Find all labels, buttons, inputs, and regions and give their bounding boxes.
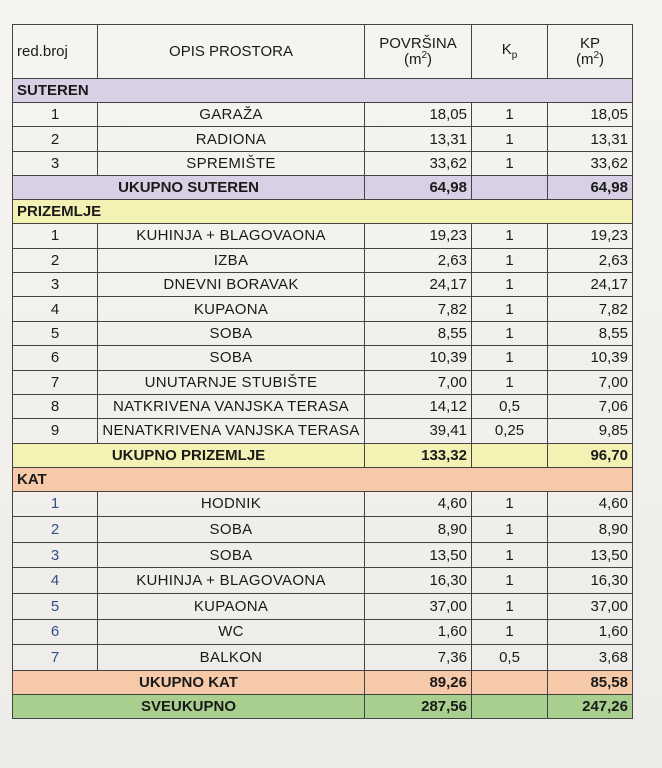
room-name: KUHINJA + BLAGOVAONA: [98, 568, 365, 594]
room-coefficient: 0,5: [472, 394, 548, 418]
total-label: UKUPNO PRIZEMLJE: [13, 443, 365, 467]
room-area: 7,36: [365, 645, 472, 671]
room-area: 1,60: [365, 619, 472, 645]
room-name: KUPAONA: [98, 594, 365, 620]
room-name: NATKRIVENA VANJSKA TERASA: [98, 394, 365, 418]
room-kp-area: 3,68: [548, 645, 633, 671]
room-coefficient: 1: [472, 619, 548, 645]
room-name: SOBA: [98, 346, 365, 370]
room-kp-area: 24,17: [548, 272, 633, 296]
room-kp-area: 1,60: [548, 619, 633, 645]
table-row: [13, 419, 633, 443]
total-kp-area: 96,70: [548, 443, 633, 467]
room-area: 2,63: [365, 248, 472, 272]
header-nr: red.broj: [13, 25, 98, 79]
room-area: 24,17: [365, 272, 472, 296]
table-row: [13, 645, 633, 671]
room-name: KUPAONA: [98, 297, 365, 321]
header-kp-area-unit: $(m^2)$: [575, 50, 605, 68]
room-name: NENATKRIVENA VANJSKA TERASA: [98, 419, 365, 443]
section-total-suteren: [13, 176, 633, 200]
section-header-kat: [13, 467, 633, 491]
total-kp-area: 85,58: [548, 670, 633, 694]
room-kp-area: 7,82: [548, 297, 633, 321]
table-row: [13, 542, 633, 568]
section-total-kat: [13, 670, 633, 694]
header-kp-area: [548, 25, 633, 79]
room-coefficient: 1: [472, 248, 548, 272]
total-label: UKUPNO SUTEREN: [13, 176, 365, 200]
table-row: [13, 594, 633, 620]
row-number: 4: [13, 297, 98, 321]
section-title: SUTEREN: [13, 79, 633, 103]
room-area: 14,12: [365, 394, 472, 418]
row-number: 4: [13, 568, 98, 594]
row-number: 6: [13, 346, 98, 370]
room-area: 16,30: [365, 568, 472, 594]
total-label: UKUPNO KAT: [13, 670, 365, 694]
room-coefficient: 0,25: [472, 419, 548, 443]
table-row: [13, 346, 633, 370]
room-coefficient: 1: [472, 568, 548, 594]
room-kp-area: 19,23: [548, 224, 633, 248]
header-kp-coef: $K_p$: [472, 25, 548, 79]
table-row: [13, 224, 633, 248]
table-row: [13, 321, 633, 345]
room-area: 39,41: [365, 419, 472, 443]
header-povrsina: [365, 25, 472, 79]
room-coefficient: 1: [472, 594, 548, 620]
room-area: 13,31: [365, 127, 472, 151]
room-area: 19,23: [365, 224, 472, 248]
room-coefficient: 1: [472, 127, 548, 151]
room-name: HODNIK: [98, 491, 365, 517]
room-coefficient: 1: [472, 321, 548, 345]
table-row: [13, 619, 633, 645]
room-area: 8,55: [365, 321, 472, 345]
room-name: SOBA: [98, 542, 365, 568]
row-number: 1: [13, 224, 98, 248]
room-area: 18,05: [365, 103, 472, 127]
room-coefficient: 1: [472, 272, 548, 296]
total-area: 133,32: [365, 443, 472, 467]
header-opis: OPIS PROSTORA: [98, 25, 365, 79]
room-coefficient: 1: [472, 517, 548, 543]
room-name: WC: [98, 619, 365, 645]
header-kp-area-label: KP: [579, 35, 600, 52]
room-kp-area: 18,05: [548, 103, 633, 127]
room-name: DNEVNI BORAVAK: [98, 272, 365, 296]
row-number: 6: [13, 619, 98, 645]
room-area: 37,00: [365, 594, 472, 620]
room-name: SOBA: [98, 321, 365, 345]
table-row: [13, 248, 633, 272]
row-number: 2: [13, 127, 98, 151]
row-number: 7: [13, 370, 98, 394]
grand-total-kp-area: 247,26: [548, 694, 633, 718]
room-coefficient: 0,5: [472, 645, 548, 671]
room-kp-area: 2,63: [548, 248, 633, 272]
header-povrsina-unit: $(m^2)$: [403, 50, 433, 68]
section-title: KAT: [13, 467, 633, 491]
total-area: 89,26: [365, 670, 472, 694]
room-name: SPREMIŠTE: [98, 151, 365, 175]
table-body: [13, 79, 633, 719]
row-number: 2: [13, 248, 98, 272]
room-kp-area: 33,62: [548, 151, 633, 175]
header-povrsina-label: POVRŠINA: [379, 35, 457, 52]
room-area: 8,90: [365, 517, 472, 543]
table-row: [13, 394, 633, 418]
room-coefficient: 1: [472, 103, 548, 127]
section-header-suteren: [13, 79, 633, 103]
grand-total-empty-cell: [472, 694, 548, 718]
total-empty-cell: [472, 176, 548, 200]
row-number: 5: [13, 594, 98, 620]
room-kp-area: 8,90: [548, 517, 633, 543]
room-coefficient: 1: [472, 297, 548, 321]
row-number: 3: [13, 272, 98, 296]
table-row: [13, 127, 633, 151]
table-header-row: [13, 25, 633, 79]
room-kp-area: 7,00: [548, 370, 633, 394]
room-coefficient: 1: [472, 151, 548, 175]
table-row: [13, 370, 633, 394]
room-name: RADIONA: [98, 127, 365, 151]
room-area: 33,62: [365, 151, 472, 175]
room-name: BALKON: [98, 645, 365, 671]
room-kp-area: 8,55: [548, 321, 633, 345]
room-coefficient: 1: [472, 346, 548, 370]
area-table: [12, 24, 633, 719]
room-kp-area: 13,31: [548, 127, 633, 151]
room-kp-area: 4,60: [548, 491, 633, 517]
total-kp-area: 64,98: [548, 176, 633, 200]
row-number: 1: [13, 491, 98, 517]
table-row: [13, 568, 633, 594]
table-row: [13, 297, 633, 321]
grand-total-row: [13, 694, 633, 718]
grand-total-area: 287,56: [365, 694, 472, 718]
room-name: IZBA: [98, 248, 365, 272]
row-number: 2: [13, 517, 98, 543]
room-coefficient: 1: [472, 542, 548, 568]
table-row: [13, 517, 633, 543]
grand-total-label: SVEUKUPNO: [13, 694, 365, 718]
section-title: PRIZEMLJE: [13, 200, 633, 224]
room-area: 13,50: [365, 542, 472, 568]
room-area: 4,60: [365, 491, 472, 517]
total-area: 64,98: [365, 176, 472, 200]
room-name: UNUTARNJE STUBIŠTE: [98, 370, 365, 394]
room-coefficient: 1: [472, 224, 548, 248]
row-number: 1: [13, 103, 98, 127]
section-header-prizemlje: [13, 200, 633, 224]
room-coefficient: 1: [472, 491, 548, 517]
total-empty-cell: [472, 443, 548, 467]
room-area: 7,82: [365, 297, 472, 321]
table-row: [13, 151, 633, 175]
room-kp-area: 13,50: [548, 542, 633, 568]
row-number: 8: [13, 394, 98, 418]
table-row: [13, 491, 633, 517]
table-row: [13, 103, 633, 127]
room-kp-area: 9,85: [548, 419, 633, 443]
room-kp-area: 16,30: [548, 568, 633, 594]
room-name: SOBA: [98, 517, 365, 543]
row-number: 5: [13, 321, 98, 345]
room-kp-area: 7,06: [548, 394, 633, 418]
room-coefficient: 1: [472, 370, 548, 394]
room-name: KUHINJA + BLAGOVAONA: [98, 224, 365, 248]
room-area: 7,00: [365, 370, 472, 394]
table-row: [13, 272, 633, 296]
room-kp-area: 37,00: [548, 594, 633, 620]
row-number: 9: [13, 419, 98, 443]
row-number: 3: [13, 151, 98, 175]
room-kp-area: 10,39: [548, 346, 633, 370]
section-total-prizemlje: [13, 443, 633, 467]
row-number: 3: [13, 542, 98, 568]
room-area: 10,39: [365, 346, 472, 370]
total-empty-cell: [472, 670, 548, 694]
row-number: 7: [13, 645, 98, 671]
room-name: GARAŽA: [98, 103, 365, 127]
